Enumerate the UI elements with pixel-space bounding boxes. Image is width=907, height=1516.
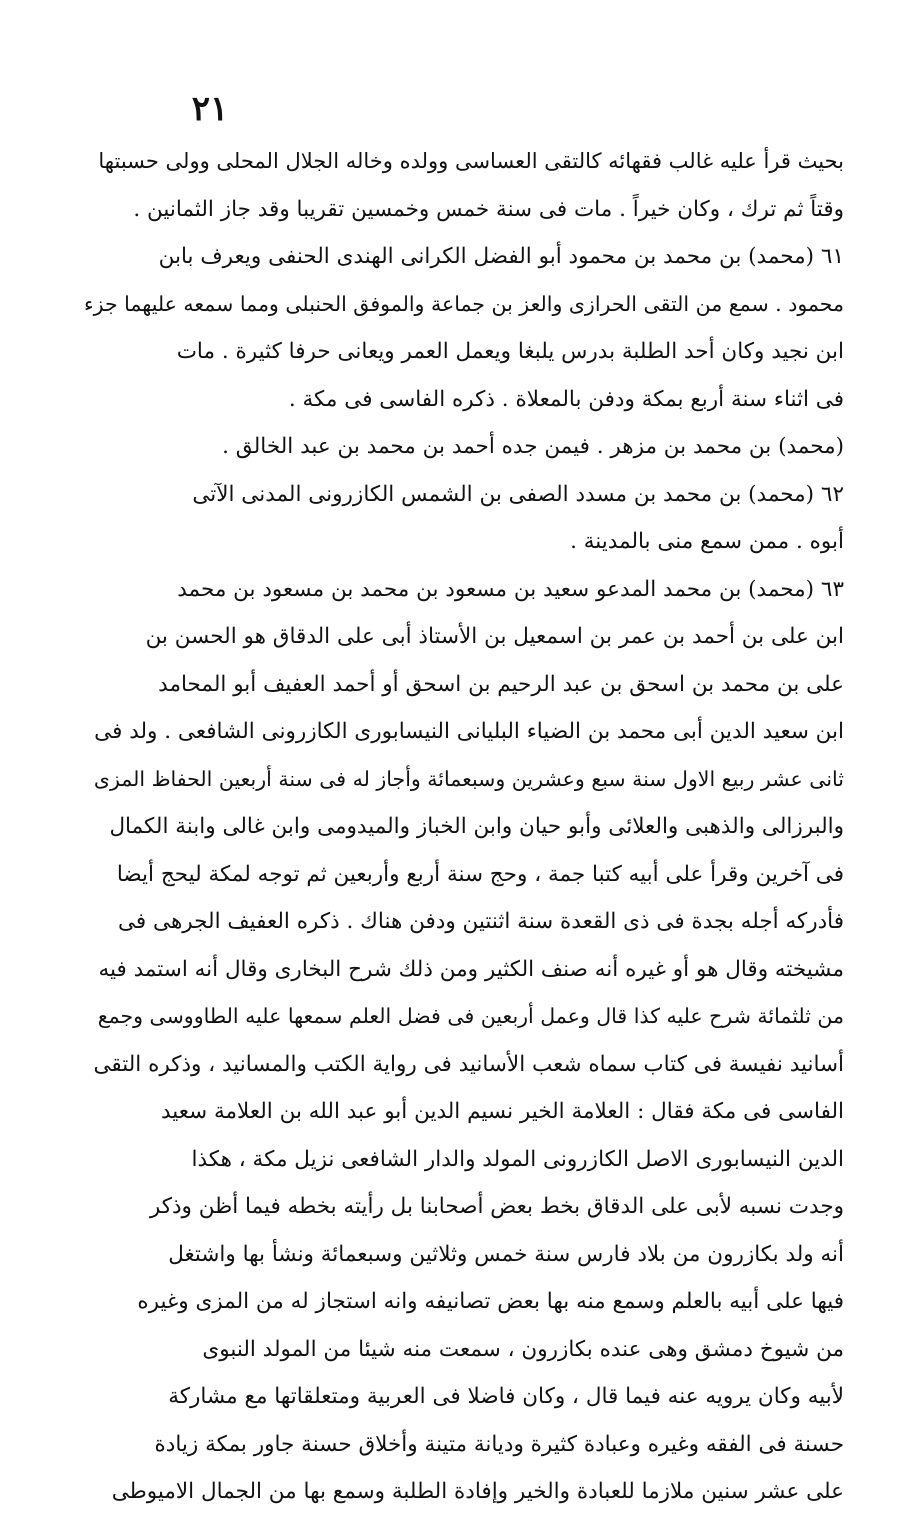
text-line: حسنة فى الفقه وغيره وعبادة كثيرة وديانة متينة وأخلاق حسنة جاور بمكة زيادة bbox=[154, 1431, 844, 1457]
text-line: الفاسى فى مكة فقال : العلامة الخير نسيم الدين أبو عبد الله بن العلامة سعيد bbox=[160, 1099, 844, 1124]
text-line: والبرزالى والذهبى والعلائى وأبو حيان وابن الخباز والميدومى وابن غالى وابنة الكمال bbox=[109, 814, 844, 839]
text-line: ابن على بن أحمد بن عمر بن اسمعيل بن الأستاذ أبى على الدقاق هو الحسن بن bbox=[145, 624, 844, 649]
text-line: ابن سعيد الدين أبى محمد بن الضياء البليانى النيسابورى الكازرونى الشافعى . ولد فى bbox=[94, 719, 844, 744]
text-line: فأدركه أجله بجدة فى ذى القعدة سنة اثنتين ودفن هناك . ذكره العفيف الجرهى فى bbox=[118, 909, 844, 934]
text-line: الدين النيسابورى الاصل الكازرونى المولد والدار الشافعى نزيل مكة ، هكذا bbox=[191, 1146, 844, 1172]
text-line: أسانيد نفيسة فى كتاب سماه شعب الأسانيد فى رواية الكتب والمسانيد ، وذكره التقى bbox=[93, 1051, 844, 1077]
text-line: على عشر سنين ملازما للعبادة والخير وإفادة الطلبة وسمع بها من الجمال الاميوطى bbox=[111, 1479, 844, 1504]
text-line: من شيوخ دمشق وهى عنده بكازرون ، سمعت منه شيئا من المولد النبوى bbox=[202, 1336, 844, 1362]
text-line: بحيث قرأ عليه غالب فقهائه كالتقى العساسى وولده وخاله الجلال المحلى وولى حسبتها bbox=[98, 149, 844, 173]
text-line: وقتاً ثم ترك ، وكان خيراً . مات فى سنة خمس وخمسين تقريبا وقد جاز الثمانين . bbox=[133, 196, 844, 222]
text-line: ٦١ (محمد) بن محمد بن محمود أبو الفضل الكرانى الهندى الحنفى ويعرف بابن bbox=[158, 244, 844, 269]
text-line: أبوه . ممن سمع منى بالمدينة . bbox=[570, 529, 844, 554]
text-line: وجدت نسبه لأبى على الدقاق بخط بعض أصحابنا بل رأيته بخطه فيما أظن وذكر bbox=[149, 1194, 844, 1219]
text-line: ابن نجيد وكان أحد الطلبة بدرس يلبغا ويعمل العمر ويعانى حرفا كثيرة . مات bbox=[176, 339, 844, 364]
text-line: مشيخته وقال هو أو غيره أنه صنف الكثير ومن ذلك شرح البخارى وقال أنه استمد فيه bbox=[98, 956, 844, 982]
text-line: أنه ولد بكازرون من بلاد فارس سنة خمس وثلاثين وسبعمائة ونشأ بها واشتغل bbox=[168, 1241, 844, 1267]
text-line: ٦٢ (محمد) بن محمد بن مسدد الصفى بن الشمس الكازرونى المدنى الآتى bbox=[192, 481, 844, 507]
body-text bbox=[84, 138, 844, 1516]
page-number: ٢١ bbox=[191, 89, 229, 129]
text-line: من ثلثمائة شرح عليه كذا قال وعمل أربعين فى فضل العلم سمعها عليه الطاووسى وجمع bbox=[97, 1004, 844, 1028]
text-line: على بن محمد بن اسحق بن عبد الرحيم بن اسحق أو أحمد العفيف أبو المحامد bbox=[158, 671, 844, 697]
text-line: محمود . سمع من التقى الحرازى والعز بن جماعة والموفق الحنبلى ومما سمعه عليهما جزء bbox=[84, 291, 844, 316]
text-line: (محمد) بن محمد بن مزهر . فيمن جده أحمد بن محمد بن عبد الخالق . bbox=[222, 434, 844, 459]
text-line: فى آخرين وقرأ على أبيه كتبا جمة ، وحج سنة أربع وأربعين ثم توجه لمكة ليحج أيضا bbox=[116, 861, 844, 887]
text-line: ثانى عشر ربيع الاول سنة سبع وعشرين وسبعمائة وأجاز له فى سنة أربعين الحفاظ المزى bbox=[93, 766, 844, 791]
text-line: فيها على أبيه بالعلم وسمع منه بها بعض تصانيفه وانه استجاز له من المزى وغيره bbox=[137, 1289, 844, 1314]
text-line: لأبيه وكان يرويه عنه فيما قال ، وكان فاضلا فى العربية ومتعلقاتها مع مشاركة bbox=[168, 1384, 844, 1409]
text-line: ٦٣ (محمد) بن محمد المدعو سعيد بن مسعود بن محمد بن مسعود بن محمد bbox=[177, 576, 844, 602]
text-line: فى اثناء سنة أربع بمكة ودفن بالمعلاة . ذكره الفاسى فى مكة . bbox=[288, 386, 844, 412]
